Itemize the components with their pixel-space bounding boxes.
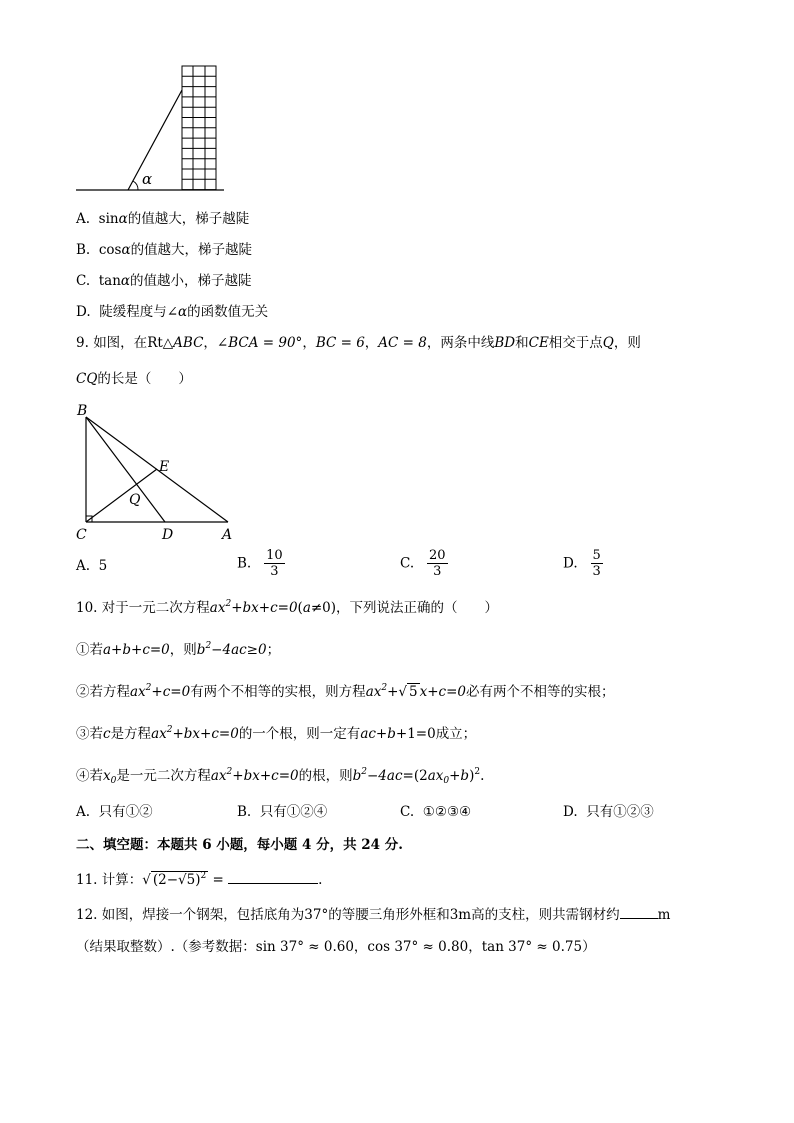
option-label: C. <box>400 804 415 820</box>
stem-text: ， <box>203 335 217 351</box>
statement-text: 的一个根，则一定有 <box>238 726 361 742</box>
q8-option-d[interactable]: D. 陡缓程度与∠α的函数值无关 <box>76 304 269 320</box>
stem-text: . <box>318 872 323 888</box>
label-a: A <box>222 527 233 543</box>
statement-text: ②若方程 <box>76 684 130 700</box>
q8-option-b[interactable] <box>76 241 252 259</box>
q9-option-d[interactable] <box>563 548 603 579</box>
statement-text: 是一元二次方程 <box>116 768 211 784</box>
question-number: 11. <box>76 872 98 888</box>
statement-text: 的根，则 <box>298 768 353 784</box>
stem-text: ） <box>582 939 596 955</box>
q10-statement-1: ①若a+b+c=0，则$b^2-4ac\ge 0$； <box>76 641 281 658</box>
median-ce-line <box>86 469 157 522</box>
stem-text: 对于一元二次方程 <box>101 600 210 616</box>
cos-fn: cos <box>98 242 122 258</box>
fraction <box>264 548 285 579</box>
q12-stem <box>76 906 670 924</box>
q9-stem-line2 <box>76 370 192 388</box>
median-ce: CE <box>528 335 549 351</box>
answer-blank[interactable] <box>620 918 658 919</box>
stem-text: 如图，在 <box>93 335 148 351</box>
q8-option-a[interactable] <box>76 210 249 228</box>
ac-condition: AC = 8 <box>378 335 427 351</box>
sin-fn: sin <box>98 211 119 227</box>
median-bd: BD <box>494 335 516 351</box>
statement-text: 必有两个不相等的实根； <box>466 684 615 700</box>
numerator: 5 <box>592 548 601 563</box>
statement-text: ，则 <box>169 642 197 658</box>
fraction <box>591 548 603 579</box>
stem-text: 高的支柱，则共需钢材约 <box>471 907 620 923</box>
denominator: 3 <box>592 564 601 579</box>
question-number: 12. <box>76 907 98 923</box>
alpha-symbol: α <box>120 273 131 289</box>
option-label: A. <box>76 211 91 227</box>
option-text: 只有①②③ <box>586 804 654 820</box>
q10-option-d[interactable] <box>563 803 654 821</box>
q10-option-a[interactable] <box>76 803 153 821</box>
statement-text: . <box>480 768 485 784</box>
question-number: 9. <box>76 335 89 351</box>
q9-option-a[interactable] <box>76 557 107 575</box>
label-q: Q <box>129 492 141 508</box>
statement-text: 成立； <box>435 726 477 742</box>
segment-cq: CQ <box>76 371 98 387</box>
statement-text: ； <box>266 642 281 658</box>
separator: ， <box>468 939 482 955</box>
statement-text: ①若 <box>76 642 103 658</box>
statement-text: 有两个不相等的实根，则方程 <box>190 684 366 700</box>
statement-text: ③若 <box>76 726 103 742</box>
option-text: 的函数值无关 <box>187 304 269 320</box>
ladder-line <box>128 90 182 190</box>
ref-cos: cos 37° ≈ 0.80 <box>367 939 469 955</box>
q11-stem: 11. 计算：√ $(2-√5)^2$ = . <box>76 871 323 888</box>
q10-option-c[interactable] <box>400 803 471 821</box>
bc-condition: BC = 6 <box>315 335 365 351</box>
triangle-figure <box>70 400 245 545</box>
ref-sin: sin 37° ≈ 0.60 <box>255 939 354 955</box>
q12-stem-line2 <box>76 938 596 956</box>
option-label: D. <box>563 555 578 572</box>
q10-stem: 10. 对于一元二次方程$ax^2+bx+c=0(a\ne 0)$，下列说法正确的（ ） <box>76 599 499 616</box>
option-value: 5 <box>98 558 108 574</box>
option-label: B. <box>237 555 252 572</box>
q10-statement-4: ④若$x_0$是一元二次方程$ax^2+bx+c=0$的根，则$b^2-4ac=(2ax_0+b)^2$. <box>76 767 485 786</box>
numerator: 20 <box>429 548 446 563</box>
rt-symbol: Rt <box>147 335 163 351</box>
ladder-figure <box>72 62 232 197</box>
median-bd-line <box>86 417 165 522</box>
label-b: B <box>77 403 88 419</box>
stem-text: 如图，焊接一个钢架，包括底角为 <box>101 907 305 923</box>
label-c: C <box>76 527 87 543</box>
separator: ， <box>353 939 368 955</box>
tan-fn: tan <box>98 273 121 289</box>
stem-text: 相交于点 <box>548 335 603 351</box>
question-number: 10. <box>76 600 98 616</box>
alpha-symbol: α <box>121 242 131 258</box>
stem-text: 的长是（ ） <box>97 371 192 387</box>
option-text: 只有①②④ <box>259 804 328 820</box>
angle-arc <box>133 181 138 190</box>
q9-option-c[interactable] <box>400 548 448 579</box>
numerator: 10 <box>266 548 283 563</box>
stem-text: （结果取整数）.（参考数据： <box>76 939 256 955</box>
stem-text: 的等腰三角形外框和 <box>328 907 450 923</box>
option-text: 陡缓程度与 <box>99 304 167 320</box>
q9-stem: 9. 如图，在Rt△ABC，∠BCA = 90°，BC = 6，AC = 8，两条中线BD和CE相交于点Q，则 <box>76 335 641 351</box>
option-label: D. <box>76 304 91 320</box>
building <box>182 66 216 190</box>
angle-value: 37° <box>304 907 329 923</box>
denominator: 3 <box>270 564 279 579</box>
statement-text: 是方程 <box>110 726 152 742</box>
option-text: 的值越大，梯子越陡 <box>127 211 250 227</box>
option-label: A. <box>76 804 91 820</box>
alpha-symbol: α <box>118 211 128 227</box>
answer-blank[interactable] <box>228 883 318 884</box>
unit: m <box>657 907 671 923</box>
statement-text: ④若 <box>76 768 103 784</box>
option-text: 只有①② <box>98 804 153 820</box>
section-heading: 二、填空题：本题共 6 小题，每小题 4 分，共 24 分. <box>76 837 403 853</box>
ref-tan: tan 37° ≈ 0.75 <box>481 939 583 955</box>
stem-text: ，下列说法正确的（ ） <box>336 600 499 616</box>
denominator: 3 <box>433 564 442 579</box>
option-label: C. <box>76 273 91 289</box>
point-q: Q <box>602 335 614 351</box>
stem-text: 和 <box>515 335 529 351</box>
stem-text: 计算： <box>101 872 143 888</box>
option-label: B. <box>237 804 252 820</box>
option-text: ①②③④ <box>422 804 472 820</box>
angle-alpha-label: α <box>142 170 153 188</box>
option-label: B. <box>76 242 91 258</box>
q10-statement-2: ②若方程$ax^2+c=0$有两个不相等的实根，则方程$ax^2+√$ 5 x+c=0必有两个不相等的实根； <box>76 683 615 700</box>
q10-option-b[interactable] <box>237 803 327 821</box>
option-text: 的值越小，梯子越陡 <box>130 273 252 289</box>
height-value: 3m <box>449 907 472 923</box>
stem-text: ，两条中线 <box>426 335 495 351</box>
option-label: C. <box>400 555 415 572</box>
alpha-symbol: α <box>178 304 188 320</box>
q8-option-c[interactable] <box>76 272 252 290</box>
angle-condition: ∠BCA = 90° <box>216 335 303 351</box>
option-label: A. <box>76 558 91 574</box>
label-e: E <box>159 459 170 475</box>
option-text: 的值越大，梯子越陡 <box>130 242 253 258</box>
stem-text: ，则 <box>613 335 641 351</box>
option-label: D. <box>563 804 578 820</box>
fraction <box>427 548 448 579</box>
q9-option-b[interactable] <box>237 548 285 579</box>
q10-statement-3: ③若c是方程$ax^2+bx+c=0$的一个根，则一定有ac+b+1=0成立； <box>76 725 477 742</box>
label-d: D <box>162 527 174 543</box>
